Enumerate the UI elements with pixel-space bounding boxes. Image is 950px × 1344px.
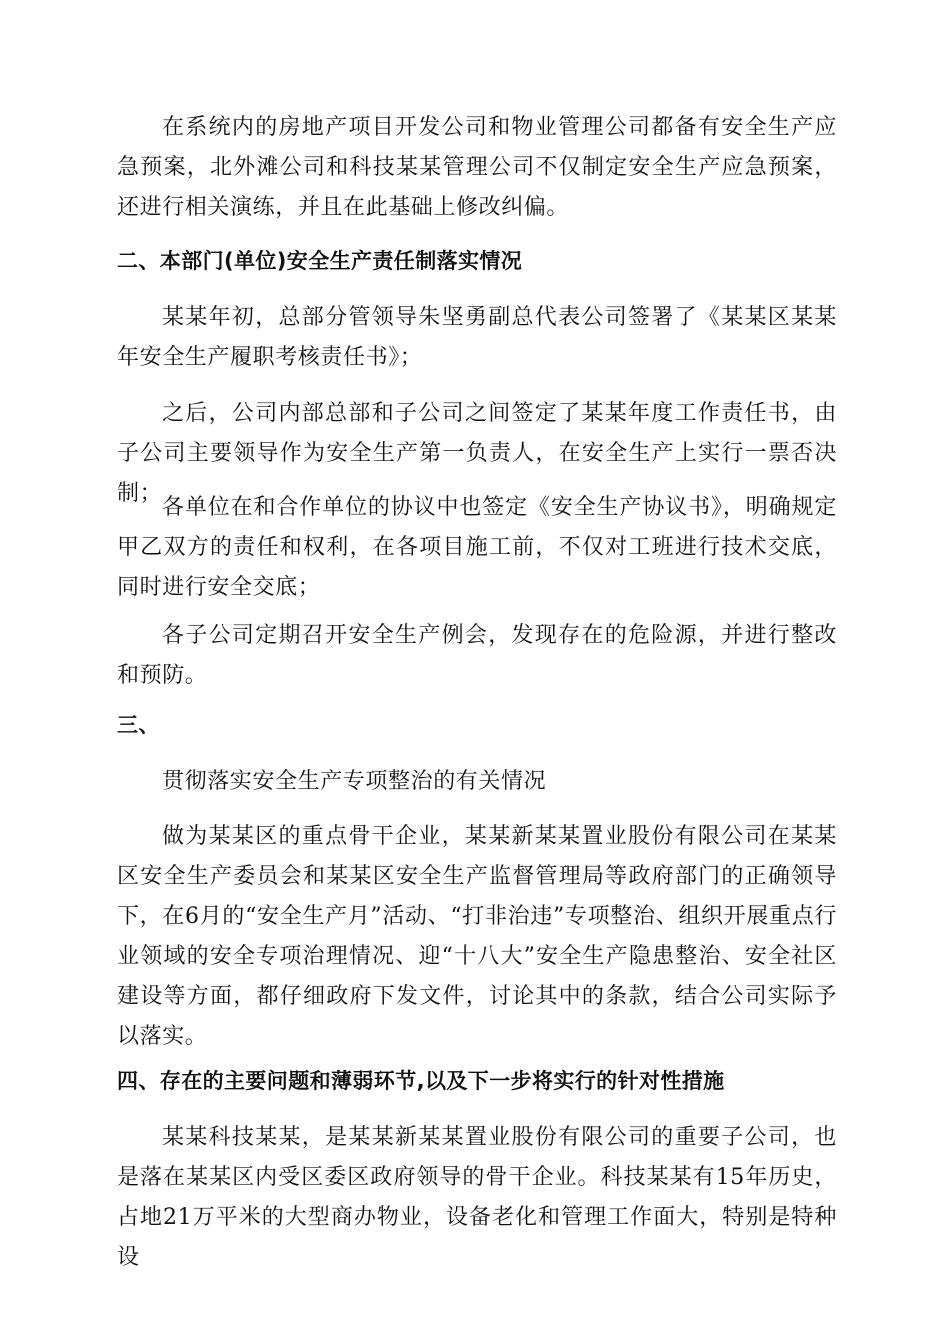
paragraph-special-rectification-title: 贯彻落实安全生产专项整治的有关情况: [162, 769, 547, 794]
section-heading-problems: 四、存在的主要问题和薄弱环节,以及下一步将实行的针对性措施: [117, 1069, 725, 1093]
paragraph-tech-subsidiary: 某某科技某某，是某某新某某置业股份有限公司的重要子公司，也是落在某某区内受区委区政府领导的骨干企业。科技某某有15年历史，占地21万平米的大型商办物业，设备老化和管理工作面大，特别是特种设: [117, 1125, 837, 1270]
paragraph-internal-agreements: 之后，公司内部总部和子公司之间签定了某某年度工作责任书，由子公司主要领导作为安全生产第一负责人，在安全生产上实行一票否决制；: [117, 401, 837, 506]
paragraph-emergency-plans: 在系统内的房地产项目开发公司和物业管理公司都备有安全生产应急预案，北外滩公司和科技某某管理公司不仅制定安全生产应急预案，还进行相关演练，并且在此基础上修改纠偏。: [117, 115, 837, 220]
section-heading-responsibility: 二、本部门(单位)安全生产责任制落实情况: [117, 249, 523, 273]
paragraph-responsibility-letter: 某某年初，总部分管领导朱坚勇副总代表公司签署了《某某区某某年安全生产履职考核责任书》；: [117, 305, 837, 370]
paragraph-safety-meetings: 各子公司定期召开安全生产例会，发现存在的危险源，并进行整改和预防。: [117, 623, 837, 688]
paragraph-safety-agreements: 各单位在和合作单位的协议中也签定《安全生产协议书》，明确规定甲乙双方的责任和权利，在各项目施工前，不仅对工班进行技术交底，同时进行安全交底；: [117, 495, 837, 600]
section-heading-three: 三、: [117, 713, 160, 737]
paragraph-key-enterprise: 做为某某区的重点骨干企业，某某新某某置业股份有限公司在某某区安全生产委员会和某某区安全生产监督管理局等政府部门的正确领导下，在6月的“安全生产月”活动、“打非治违”专项整治、组织开展重点行业领域的安全专项治理情况、迎“十八大”安全生产隐患整治、安全社区建设等方面，都仔细政府下发文件，讨论其中的条款，结合公司实际予以落实。: [117, 824, 837, 1049]
